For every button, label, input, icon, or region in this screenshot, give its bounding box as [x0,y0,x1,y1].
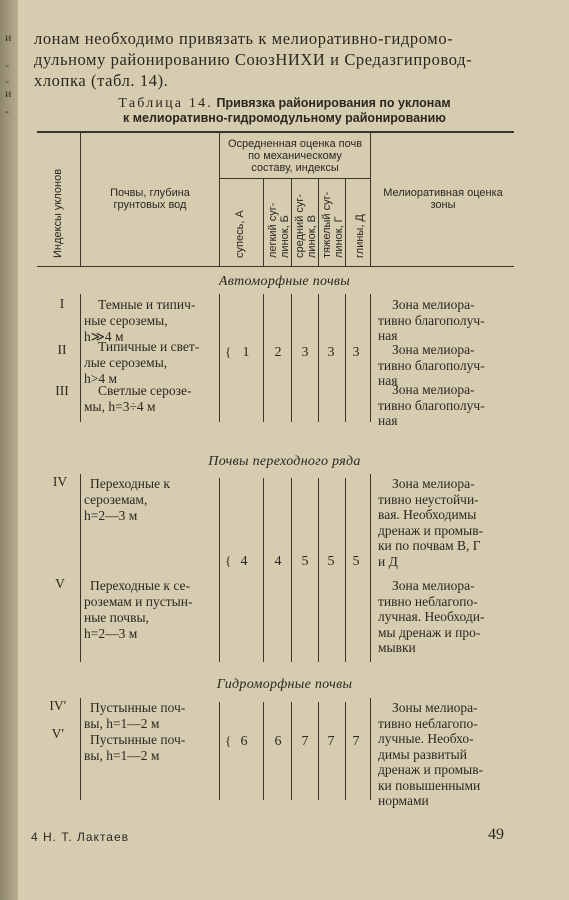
melio-cell [378,382,512,429]
melio-line: дренаж и промыв- [378,522,484,538]
header-col-v-line: линок, В [306,214,318,258]
header-soils: Почвы, глубина грунтовых вод [110,187,190,211]
melio-line: тивно неустойчи- [378,491,479,507]
soil-line: роземам и пустын- [84,594,193,609]
row-divider [318,294,319,422]
slope-index: II [57,342,67,357]
header-avg-line: Осредненная оценка почв [227,138,363,150]
slope-index: V′ [51,726,65,741]
intro-line: хлопка (табл. 14). [34,71,169,90]
row-divider [263,478,264,662]
soil-line: Темные и типич- [98,297,196,312]
soil-line: Пустынные поч- [90,732,186,747]
brace-line [219,702,220,800]
table-title: Привязка районирования по уклонам [216,96,451,110]
header-col-a: супесь, А [234,210,246,258]
soil-line [84,476,212,492]
subheader-rule [219,178,370,179]
melio-line: лучная. Необходи- [378,609,485,624]
score-a: 4 [240,554,248,569]
spine-mark: - [5,58,9,72]
row-divider [370,698,371,800]
row-divider [370,474,371,662]
header-col-d: глины, Д [354,214,366,258]
melio-cell [378,476,512,569]
subheader-divider [291,178,292,266]
section-title-auto: Автоморфные почвы [218,274,351,289]
slope-index: IV [52,474,68,489]
spine-mark: - [5,104,9,118]
soil-line: Пустынные поч- [90,700,186,715]
row-divider [263,702,264,800]
soil-cell [84,339,214,387]
soil-cell [84,383,214,415]
melio-line: лучные. Необхо- [378,731,474,746]
soil-line: вы, h=1—2 м [84,748,160,763]
subheader-divider [318,178,319,266]
section-title-trans: Почвы переходного ряда [208,454,361,469]
soil-cell [84,476,212,524]
header-col-b [267,203,291,258]
brace-icon: { [225,344,232,359]
row-divider [291,478,292,662]
soil-line: h=2—3 м [84,626,138,641]
row-divider [370,294,371,422]
row-divider [318,702,319,800]
row-divider [291,294,292,422]
melio-line: ки по почвам В, Г [378,538,481,553]
soil-line: мы, h=3÷4 м [84,399,156,414]
header-avg [221,138,369,174]
melio-line: Зона мелиора- [392,342,475,357]
melio-line: димы развитый [378,746,467,762]
soil-line: лые сероземы, [84,355,168,370]
melio-line: нормами [378,793,429,808]
score-g: 7 [327,734,335,749]
table-label: Таблица 14. [118,96,213,111]
score-v: 3 [301,345,309,360]
score-g: 5 [327,554,335,569]
table-title-cont: к мелиоративно-гидромодульному районированию [123,111,446,125]
score-v: 7 [301,734,309,749]
row-divider [318,478,319,662]
intro-line: дульному районированию СоюзНИХИ и Средазгипровод- [34,50,473,69]
melio-line: и Д [378,553,398,569]
header-col-b-line: линок, Б [279,215,291,258]
soil-line: сероземам, [84,492,148,507]
score-a: 6 [240,734,248,749]
soil-text: Переходные к [90,476,170,491]
soil-line: Переходные к се- [90,578,191,593]
melio-line: тивно неблагопо- [378,593,478,609]
slope-index: III [55,383,69,398]
brace-icon: { [225,733,232,748]
soil-line: ные почвы, [84,610,149,625]
melio-line: Зона мелиора- [392,476,475,491]
melio-line: ки повышенными [378,777,481,793]
score-d: 3 [352,345,360,360]
soil-cell [84,700,214,764]
melio-line: ная [378,328,398,343]
subheader-divider [263,178,264,266]
melio-line: мывки [378,640,416,655]
melio-line: тивно неблагопо- [378,715,478,731]
header-col-v [294,194,318,258]
intro-paragraph [34,28,514,91]
header-divider [80,132,81,266]
melio-line: Зона мелиора- [392,578,475,593]
brace-icon: { [225,553,232,568]
row-divider [80,698,81,800]
brace-line [219,478,220,662]
soil-line: h≫4 м [84,329,124,344]
row-divider [263,294,264,422]
row-divider [291,702,292,800]
melio-line: дренаж и промыв- [378,762,484,777]
header-divider [219,132,220,266]
melio-line: тивно благополуч- [378,312,485,328]
header-index: Индексы уклонов [52,168,64,258]
book-spine [0,0,18,900]
slope-index: V [55,576,65,591]
header-col-b-line: легкий суг- [267,202,279,258]
melio-line: вая. Необходимы [378,507,477,522]
score-b: 4 [274,554,282,569]
score-g: 3 [327,345,335,360]
score-a: 1 [242,345,250,360]
melio-line: тивно благополуч- [378,357,485,373]
melio-line: Зоны мелиора- [392,700,478,715]
melio-cell [378,578,512,656]
header-bottom-rule [37,266,514,267]
spine-mark: и [5,30,12,44]
header-avg-line: по механическому [248,150,342,162]
melio-line: тивно благополуч- [378,397,485,413]
melio-line: Зона мелиора- [392,297,475,312]
row-divider [80,294,81,422]
table-top-rule [37,131,514,133]
soil-line: h=2—3 м [84,508,138,523]
spine-mark: - [5,74,9,88]
header-col-v-line: средний суг- [294,193,306,258]
soil-cell [84,297,214,345]
header-col-g [321,192,345,258]
row-divider [345,702,346,800]
soil-line: h>4 м [84,371,118,386]
slope-index: I [59,296,65,311]
spine-mark: и [5,86,12,100]
melio-cell [378,700,512,809]
header-col-g-line: линок, Г [333,216,345,258]
page-number: 49 [488,826,504,843]
score-b: 6 [274,734,282,749]
soil-line: вы, h=1—2 м [84,716,160,731]
melio-line: ная [378,373,398,388]
melio-line: ная [378,413,398,428]
header-divider [370,132,371,266]
score-b: 2 [274,345,282,360]
slope-index: IV′ [49,698,67,713]
row-divider [345,478,346,662]
intro-line: лонам необходимо привязать к мелиоративно-гидромо- [34,29,454,48]
table-caption [0,96,569,126]
brace-line [219,294,220,422]
section-title-hydro: Гидроморфные почвы [216,677,353,692]
melio-line: мы дренаж и про- [378,624,481,640]
soil-line: Светлые серозе- [98,383,192,398]
score-d: 5 [352,554,360,569]
soil-line: Типичные и свет- [98,339,200,354]
row-divider [80,474,81,662]
header-melio: Мелиоративная оценка зоны [383,187,503,211]
soil-line: ные сероземы, [84,313,168,328]
header-col-g-line: тяжелый суг- [321,191,333,258]
melio-line: Зона мелиора- [392,382,475,397]
soil-cell [84,578,214,642]
score-d: 7 [352,734,360,749]
header-avg-line: составу, индексы [251,162,339,174]
subheader-divider [345,178,346,266]
score-v: 5 [301,554,309,569]
footer-signature: 4 Н. Т. Лактаев [31,830,130,844]
melio-cell [378,297,512,344]
